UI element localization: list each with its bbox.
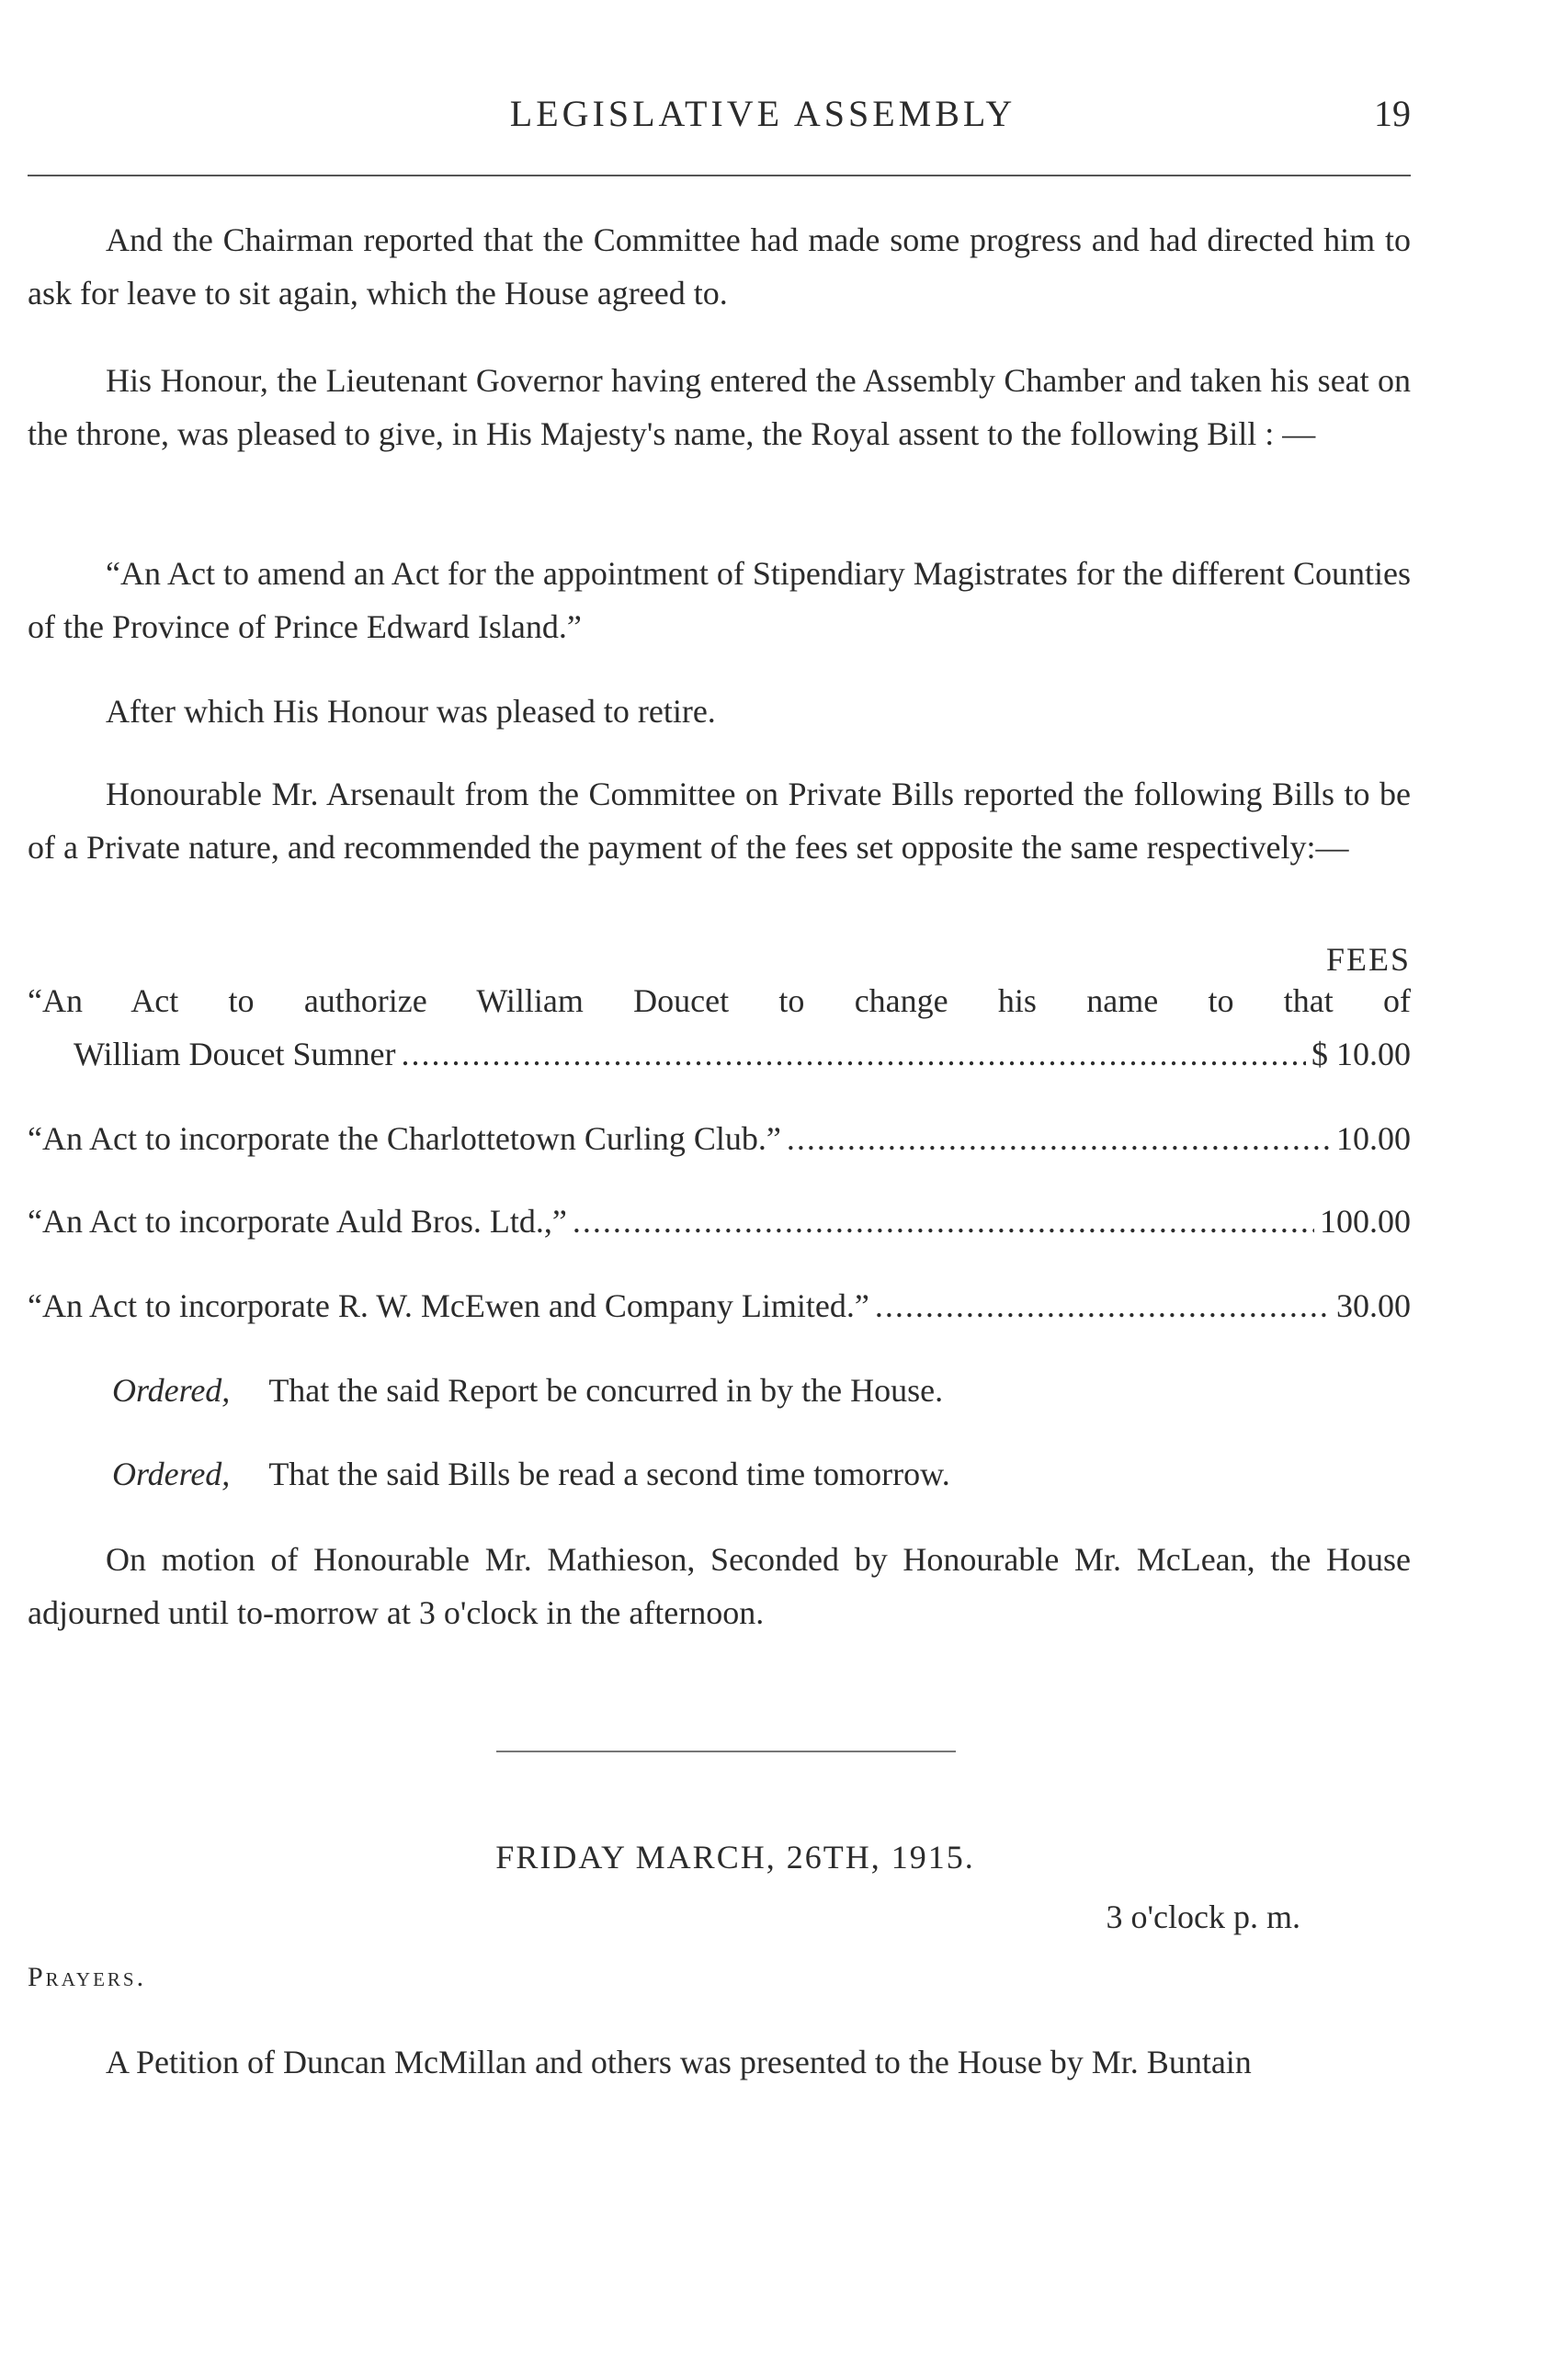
- paragraph-adjournment: On motion of Honourable Mr. Mathieson, Seconded by Honourable Mr. McLean, the House adjourned until to-morrow at 3 o'clock in the afternoon.: [28, 1541, 1411, 1631]
- sitting-date: FRIDAY MARCH, 26TH, 1915.: [495, 1839, 975, 1876]
- order-label: Ordered,: [112, 1372, 231, 1409]
- bill-2-fee: 10.00: [1336, 1120, 1411, 1157]
- bill-1-title-line1: “An Act to authorize William Doucet to change his name to that of: [28, 982, 1411, 1019]
- section-divider: [496, 1751, 956, 1752]
- bill-3-title: “An Act to incorporate Auld Bros. Ltd.,”: [28, 1203, 567, 1240]
- order-label: Ordered,: [112, 1456, 231, 1492]
- leader-dots: [787, 1112, 1331, 1165]
- running-header-title: LEGISLATIVE ASSEMBLY: [509, 93, 1016, 134]
- bill-4-row: [28, 1279, 1411, 1332]
- order-text: That the said Bills be read a second time tomorrow.: [268, 1456, 950, 1492]
- bill-2-title: “An Act to incorporate the Charlottetown Curling Club.”: [28, 1120, 781, 1157]
- sitting-time: 3 o'clock p. m.: [1106, 1898, 1300, 1935]
- bill-4-fee: 30.00: [1336, 1287, 1411, 1324]
- leader-dots: [401, 1027, 1306, 1081]
- bill-1-fee: $ 10.00: [1311, 1036, 1411, 1072]
- order-text: That the said Report be concurred in by the House.: [268, 1372, 944, 1409]
- order-second-reading: [112, 1447, 950, 1501]
- leader-dots: [875, 1279, 1331, 1332]
- bill-3-row: [28, 1195, 1411, 1248]
- bill-2-row: [28, 1112, 1411, 1165]
- order-report-concurred: [112, 1364, 943, 1417]
- paragraph-chairman-report: And the Chairman reported that the Committee had made some progress and had directed him to ask for leave to sit again, which the House agreed to.: [28, 221, 1411, 312]
- paragraph-petition: A Petition of Duncan McMillan and others was presented to the House by Mr. Buntain: [106, 2044, 1252, 2080]
- page-number: 19: [1374, 93, 1411, 134]
- bill-1-row: [28, 1027, 1411, 1081]
- header-rule: [28, 175, 1411, 176]
- paragraph-private-bills-report: Honourable Mr. Arsenault from the Committee on Private Bills reported the following Bills to be of a Private nature, and recommended the payment of the fees set opposite the same respectively:—: [28, 776, 1411, 866]
- bill-1-title-line2: William Doucet Sumner: [74, 1036, 396, 1072]
- fees-column-header: FEES: [1325, 941, 1411, 978]
- paragraph-retire: After which His Honour was pleased to retire.: [106, 693, 716, 730]
- bill-4-title: “An Act to incorporate R. W. McEwen and Company Limited.”: [28, 1287, 869, 1324]
- paragraph-royal-assent: His Honour, the Lieutenant Governor having entered the Assembly Chamber and taken his seat on the throne, was pleased to give, in His Majesty's name, the Royal assent to the following Bill : —: [28, 362, 1411, 452]
- leader-dots: [573, 1195, 1314, 1248]
- prayers-heading: Prayers.: [28, 1962, 147, 1992]
- paragraph-act-title: “An Act to amend an Act for the appointment of Stipendiary Magistrates for the different Counties of the Province of Prince Edward Island.”: [28, 555, 1411, 645]
- bill-3-fee: 100.00: [1320, 1203, 1411, 1240]
